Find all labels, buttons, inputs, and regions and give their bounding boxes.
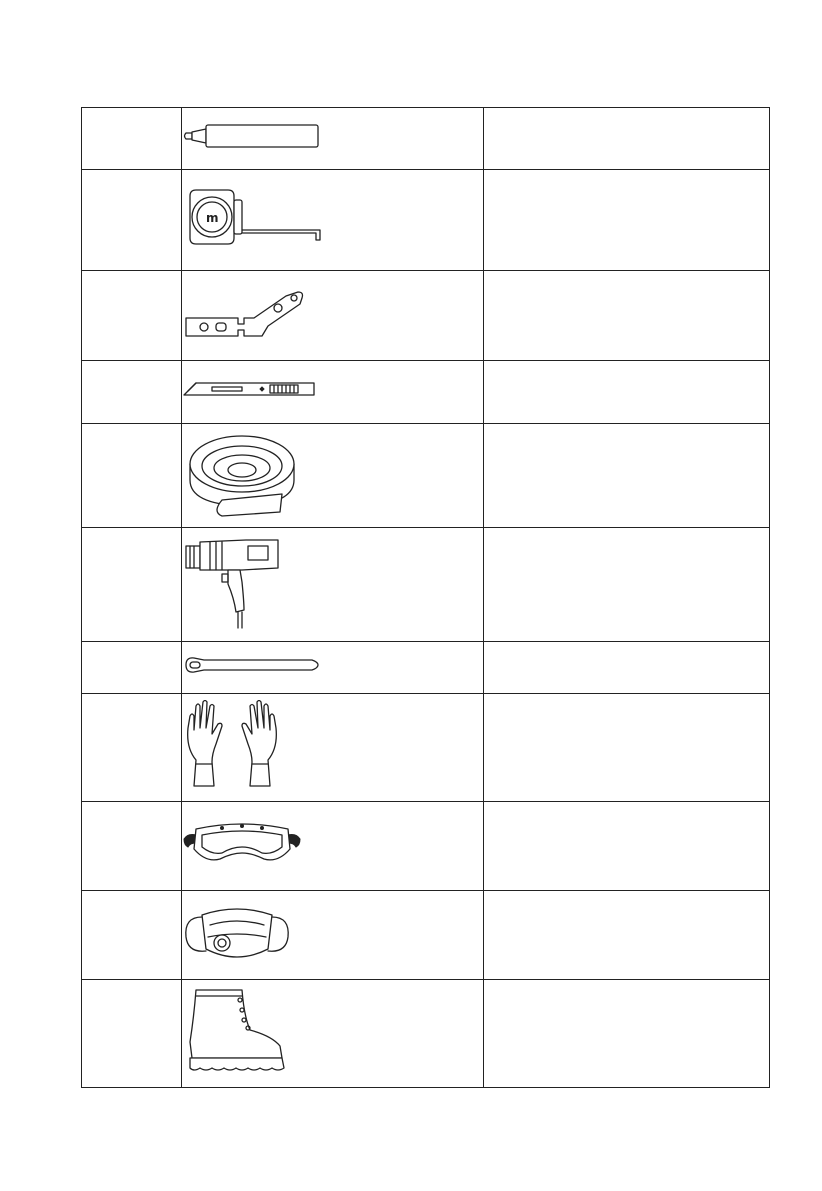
tool-image-cell	[182, 802, 483, 891]
tool-name-cell	[82, 361, 182, 424]
tool-description-cell	[483, 694, 769, 802]
tape-measure-icon	[182, 188, 332, 248]
goggles-icon	[182, 819, 302, 869]
table-row	[82, 170, 770, 271]
table-row	[82, 980, 770, 1088]
gloves-icon	[182, 700, 282, 790]
tool-description-cell	[483, 361, 769, 424]
tool-description-cell	[483, 642, 769, 694]
tool-name-cell	[82, 271, 182, 361]
tool-name-cell	[82, 802, 182, 891]
table-row	[82, 271, 770, 361]
tool-name-cell	[82, 694, 182, 802]
tool-description-cell	[483, 108, 769, 170]
tool-name-cell	[82, 424, 182, 528]
table-row	[82, 802, 770, 891]
tool-image-cell	[182, 108, 483, 170]
cable-tie-icon	[182, 655, 322, 675]
tool-name-cell	[82, 108, 182, 170]
tool-name-cell	[82, 528, 182, 642]
tool-image-cell	[182, 694, 483, 802]
tool-image-cell	[182, 528, 483, 642]
tool-description-cell	[483, 802, 769, 891]
heat-gun-icon	[182, 532, 282, 632]
utility-knife-icon	[182, 377, 322, 403]
table-row	[82, 642, 770, 694]
tool-name-cell	[82, 980, 182, 1088]
dust-mask-icon	[182, 903, 292, 963]
table-row	[82, 361, 770, 424]
tool-description-cell	[483, 271, 769, 361]
table-row	[82, 694, 770, 802]
tool-description-cell	[483, 891, 769, 980]
tool-image-cell	[182, 170, 483, 271]
tool-image-cell	[182, 642, 483, 694]
tape-measure-unit-label: m	[206, 210, 219, 225]
tool-name-cell	[82, 642, 182, 694]
table-row	[82, 424, 770, 528]
tool-name-cell	[82, 170, 182, 271]
tape-roll-icon	[182, 428, 302, 518]
tool-description-cell	[483, 170, 769, 271]
tools-table	[81, 107, 770, 1088]
tool-image-cell	[182, 361, 483, 424]
tool-image-cell	[182, 891, 483, 980]
table-row	[82, 108, 770, 170]
safety-boot-icon	[182, 986, 292, 1076]
wrench-icon	[182, 288, 312, 338]
tool-image-cell	[182, 424, 483, 528]
tool-name-cell	[82, 891, 182, 980]
marker-pen-icon	[182, 121, 322, 151]
tool-image-cell	[182, 271, 483, 361]
tool-description-cell	[483, 424, 769, 528]
tool-image-cell	[182, 980, 483, 1088]
table-row	[82, 528, 770, 642]
tool-description-cell	[483, 980, 769, 1088]
table-row	[82, 891, 770, 980]
tool-description-cell	[483, 528, 769, 642]
